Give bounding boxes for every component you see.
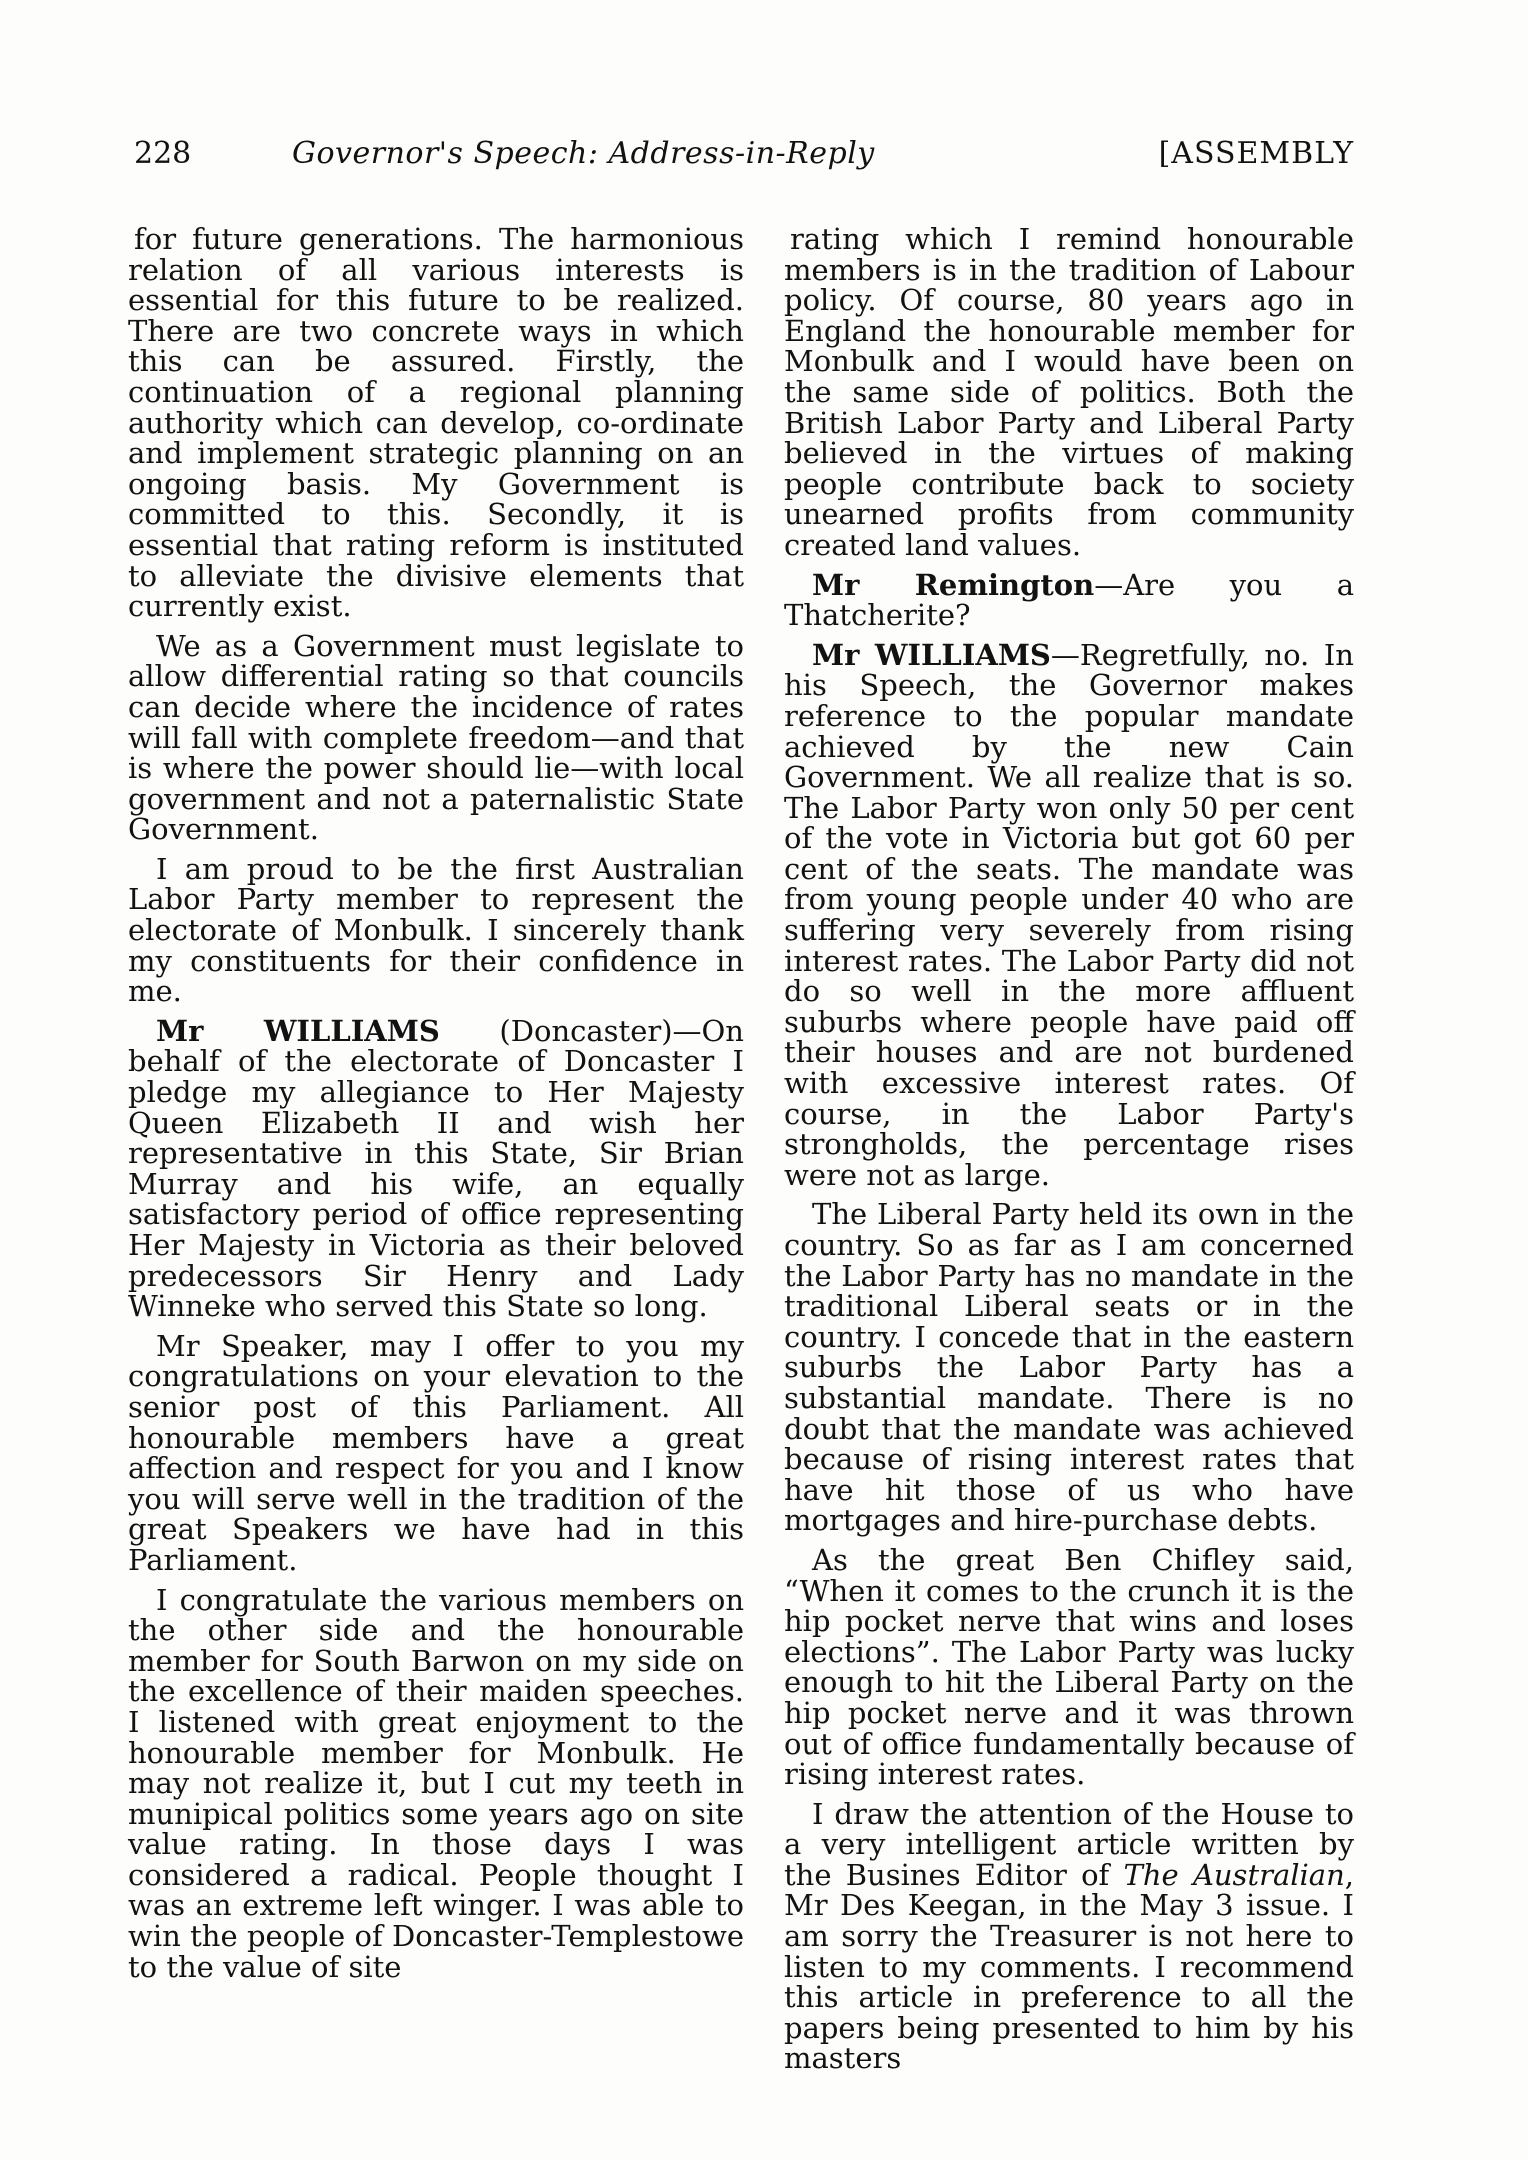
speaker-name: Mr WILLIAMS	[812, 637, 1051, 672]
speaker-name: Mr Remington	[812, 567, 1095, 602]
right-column	[784, 224, 1354, 2074]
paragraph-text: —Are you a Thatcherite?	[784, 567, 1354, 633]
paragraph	[128, 622, 744, 845]
text-columns	[128, 224, 1354, 2074]
paragraph-text: I congratulate the various members on the other side and the honourable member for South Barwon on my side on the excellence of their maiden speeches. I listened with great enjoyment to the honourable member for Monbulk. He may not realize it, but I cut my teeth in munipical politics some years ago on site value rating. In those days I was considered a radical. People thought I was an extreme left winger. I was able to win the people of Doncaster-Templestowe to the value of site	[128, 1582, 744, 1984]
paragraph-text: The Liberal Party held its own in the country. So as far as I am concerned the Labor Party has no mandate in the traditional Liberal seats or in the country. I concede that in the eastern suburbs the Labor Party has a substantial mandate. There is no doubt that the mandate was achieved because of rising interest rates that have hit those of us who have mortgages and hire-purchase debts.	[784, 1197, 1354, 1538]
paragraph-text: As the great Ben Chifley said, “When it comes to the crunch it is the hip pocket nerve that wins and loses elections”. The Labor Party was lucky enough to hit the Liberal Party on the hip pocket nerve and it was thrown out of office fundamentally because of rising interest rates.	[784, 1542, 1354, 1792]
paragraph-text: for future generations. The harmonious relation of all various interests is essential for this future to be realized. There are two concrete ways in which this can be assured. Firstly, the continuation of a regional planning authority which can develop, co-ordinate and implement strategic planning on an ongoing basis. My Government is committed to this. Secondly, it is essential that rating reform is instituted to alleviate the divisive elements that currently exist.	[128, 222, 744, 624]
paragraph-text: I am proud to be the first Australian Labor Party member to represent the electorate of Monbulk. I sincerely thank my constituents for their confidence in me.	[128, 851, 744, 1009]
paragraph	[784, 1790, 1354, 2074]
paragraph	[784, 224, 1354, 561]
paragraph-text: (Doncaster)—On behalf of the electorate of Doncaster I pledge my allegiance to Her Majesty Queen Elizabeth II and wish her representative in this State, Sir Brian Murray and his wife, an equally satisfactory period of office representing Her Majesty in Victoria as their beloved predecessors Sir Henry and Lady Winneke who served this State so long.	[128, 1013, 744, 1324]
paragraph-text: —Regretfully, no. In his Speech, the Governor makes reference to the popular mandate achieved by the new Cain Government. We all realize that is so. The Labor Party won only 50 per cent of the vote in Victoria but got 60 per cent of the seats. The mandate was from young people under 40 who are suffering very severely from rising interest rates. The Labor Party did not do so well in the more affluent suburbs where people have paid off their houses and are not burdened with excessive interest rates. Of course, in the Labor Party's strongholds, the percentage rises were not as large.	[784, 637, 1354, 1192]
paragraph	[784, 561, 1354, 631]
paragraph	[128, 845, 744, 1007]
chamber-label: [ASSEMBLY	[1158, 136, 1354, 171]
paragraph-text: We as a Government must legislate to allow differential rating so that councils can decide where the incidence of rates will fall with complete freedom—and that is where the power should lie—with local government and not a paternalistic State Government.	[128, 628, 744, 847]
left-column	[128, 224, 744, 2074]
page-number: 228	[134, 136, 192, 171]
paragraph	[784, 1190, 1354, 1536]
paragraph	[128, 1576, 744, 1983]
paragraph-text: rating which I remind honourable members is in the tradition of Labour policy. Of course, 80 years ago in England the honourable member for Monbulk and I would have been on the same side of politics. Both the British Labor Party and Liberal Party believed in the virtues of making people contribute back to society unearned profits from community created land values.	[784, 222, 1354, 562]
page-header	[128, 136, 1354, 176]
paragraph	[128, 224, 744, 622]
speaker-name: Mr WILLIAMS	[156, 1013, 440, 1048]
paragraph-text: I draw the attention of the House to a very intelligent article written by the Busines Editor of	[784, 1796, 1354, 1892]
paragraph	[128, 1322, 744, 1576]
publication-title: The Australian	[1123, 1857, 1345, 1892]
paragraph-text: Mr Speaker, may I offer to you my congratulations on your elevation to the senior post of this Parliament. All honourable members have a great affection and respect for you and I know you will serve well in the tradition of the great Speakers we have had in this Parliament.	[128, 1328, 744, 1577]
paragraph	[784, 631, 1354, 1191]
paragraph-text: , Mr Des Keegan, in the May 3 issue. I am sorry the Treasurer is not here to listen to my comments. I recommend this article in preference to all the papers being presented to him by his masters	[784, 1857, 1354, 2076]
running-title: Governor's Speech: Address-in-Reply	[292, 136, 875, 171]
paragraph	[784, 1536, 1354, 1790]
paragraph	[128, 1007, 744, 1322]
